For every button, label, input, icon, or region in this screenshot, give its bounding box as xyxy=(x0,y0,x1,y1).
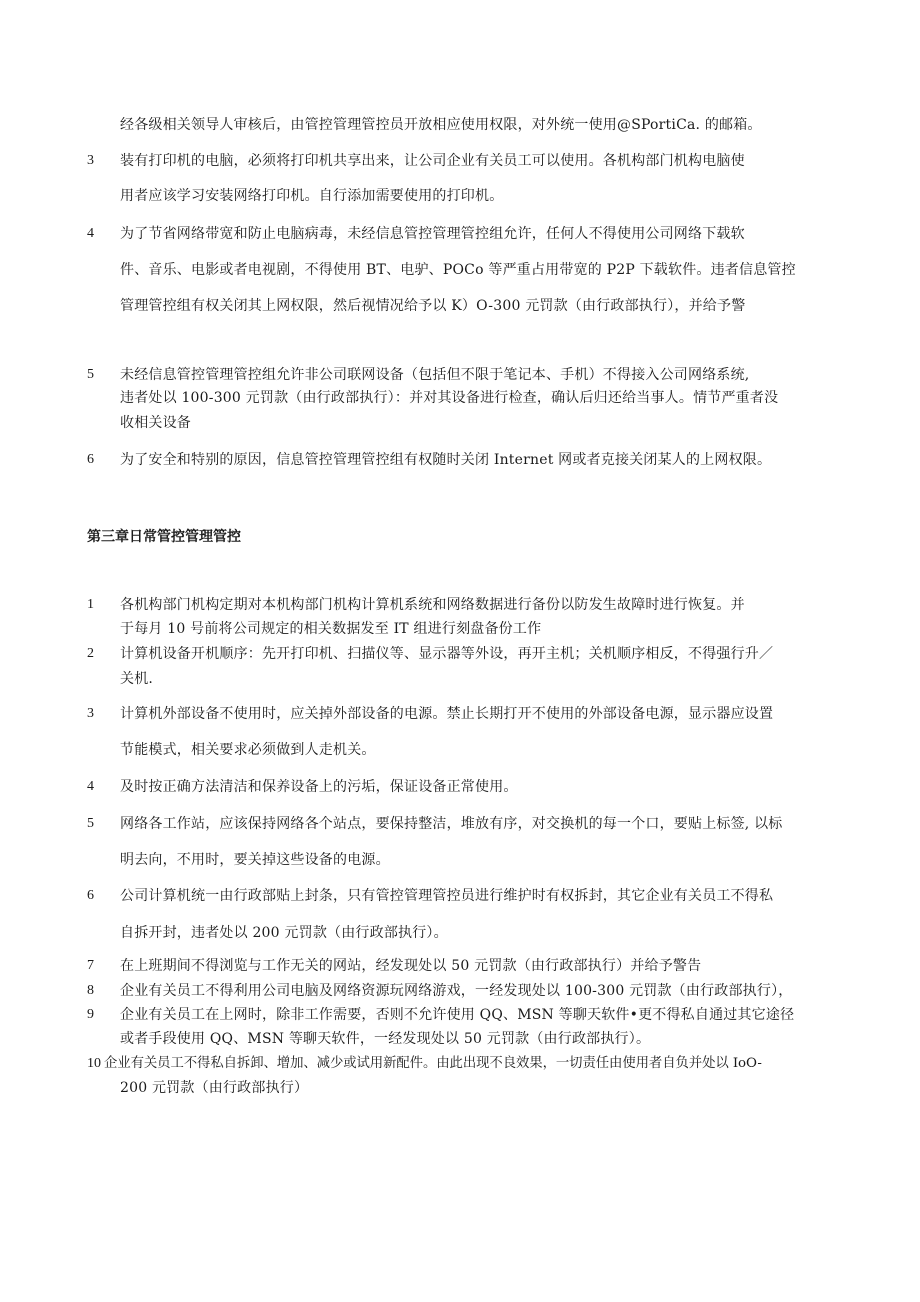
item-number: 6 xyxy=(87,888,94,903)
paragraph-line: 200 元罚款（由行政部执行） xyxy=(120,1080,309,1096)
item-number: 10 xyxy=(87,1056,101,1071)
chapter-heading: 第三章日常管控管理管控 xyxy=(87,529,241,545)
paragraph-line: 企业有关员工在上网时，除非工作需要，否则不允许使用 QQ、MSN 等聊天软件•更不得私自通过其它途径 xyxy=(120,1007,795,1023)
paragraph-line: 或者手段使用 QQ、MSN 等聊天软件，一经发现处以 50 元罚款（由行政部执行）。 xyxy=(120,1031,651,1047)
paragraph-line: 企业有关员工不得私自拆卸、增加、减少或试用新配件。由此出现不良效果，一切责任由使用者自负并处以 IoO- xyxy=(104,1056,762,1071)
paragraph-line: 公司计算机统一由行政部贴上封条，只有管控管理管控员进行维护时有权拆封，其它企业有关员工不得私 xyxy=(120,888,774,904)
item-number: 1 xyxy=(87,597,94,612)
paragraph-line: 经各级相关领导人审核后，由管控管理管控员开放相应使用权限，对外统一使用@SPortiCa. 的邮箱。 xyxy=(120,117,762,133)
paragraph-line: 装有打印机的电脑，必须将打印机共享出来，让公司企业有关员工可以使用。各机构部门机构电脑使 xyxy=(120,153,745,169)
paragraph-line: 为了安全和特别的原因，信息管控管理管控组有权随时关闭 Internet 网或者克接关闭某人的上网权限。 xyxy=(120,452,772,468)
paragraph-line: 为了节省网络带宽和防止电脑病毒，未经信息管控管理管控组允许，任何人不得使用公司网络下载软 xyxy=(120,226,745,242)
item-number: 9 xyxy=(87,1007,94,1022)
paragraph-line: 用者应该学习安装网络打印机。自行添加需要使用的打印机。 xyxy=(120,188,504,204)
paragraph-line: 网络各工作站，应该保持网络各个站点，要保持整洁，堆放有序，对交换机的每一个口，要贴上标签, 以标 xyxy=(120,816,783,832)
item-number: 6 xyxy=(87,452,94,467)
paragraph-line: 明去向，不用时，要关掉这些设备的电源。 xyxy=(120,852,390,868)
paragraph-line: 违者处以 100-300 元罚款（由行政部执行）：并对其设备进行检查，确认后归还给当事人。情节严重者没 xyxy=(120,390,779,406)
paragraph-line: 于每月 10 号前将公司规定的相关数据发至 IT 组进行刻盘备份工作 xyxy=(120,621,542,637)
paragraph-line: 各机构部门机构定期对本机构部门机构计算机系统和网络数据进行备份以防发生故障时进行恢复。并 xyxy=(120,597,745,613)
paragraph-line: 计算机设备开机顺序：先开打印机、扫描仪等、显示器等外设，再开主机；关机顺序相反，不得强行升／ xyxy=(120,646,774,662)
item-number: 2 xyxy=(87,646,94,661)
item-number: 4 xyxy=(87,226,94,241)
paragraph-line: 关机. xyxy=(120,671,154,687)
item-number: 5 xyxy=(87,816,94,831)
paragraph-line: 节能模式，相关要求必须做到人走机关。 xyxy=(120,742,376,758)
paragraph-line: 企业有关员工不得利用公司电脑及网络资源玩网络游戏，一经发现处以 100-300 元罚款（由行政部执行）， xyxy=(120,983,793,999)
paragraph-line: 未经信息管控管理管控组允许非公司联网设备（包括但不限于笔记本、手机）不得接入公司网络系统, xyxy=(120,367,750,383)
item-number: 8 xyxy=(87,983,94,998)
item-number: 3 xyxy=(87,153,94,168)
item-number: 5 xyxy=(87,367,94,382)
paragraph-line: 及时按正确方法清洁和保养设备上的污垢，保证设备正常使用。 xyxy=(120,779,518,795)
paragraph-line: 管理管控组有权关闭其上网权限，然后视情况给予以 K）O-300 元罚款（由行政部执行），并给予警 xyxy=(120,298,746,314)
paragraph-line: 收相关设备 xyxy=(120,415,191,431)
item-number: 7 xyxy=(87,958,94,973)
paragraph-line: 在上班期间不得浏览与工作无关的网站，经发现处以 50 元罚款（由行政部执行）并给予警告 xyxy=(120,958,702,974)
paragraph-line: 计算机外部设备不使用时，应关掉外部设备的电源。禁止长期打开不使用的外部设备电源，显示器应设置 xyxy=(120,706,774,722)
item-number: 4 xyxy=(87,779,94,794)
paragraph-line: 件、音乐、电影或者电视剧，不得使用 BT、电驴、POCo 等严重占用带宽的 P2P 下载软件。违者信息管控 xyxy=(120,262,796,278)
paragraph-line: 自拆开封，违者处以 200 元罚款（由行政部执行）。 xyxy=(120,925,448,941)
item-number: 3 xyxy=(87,706,94,721)
